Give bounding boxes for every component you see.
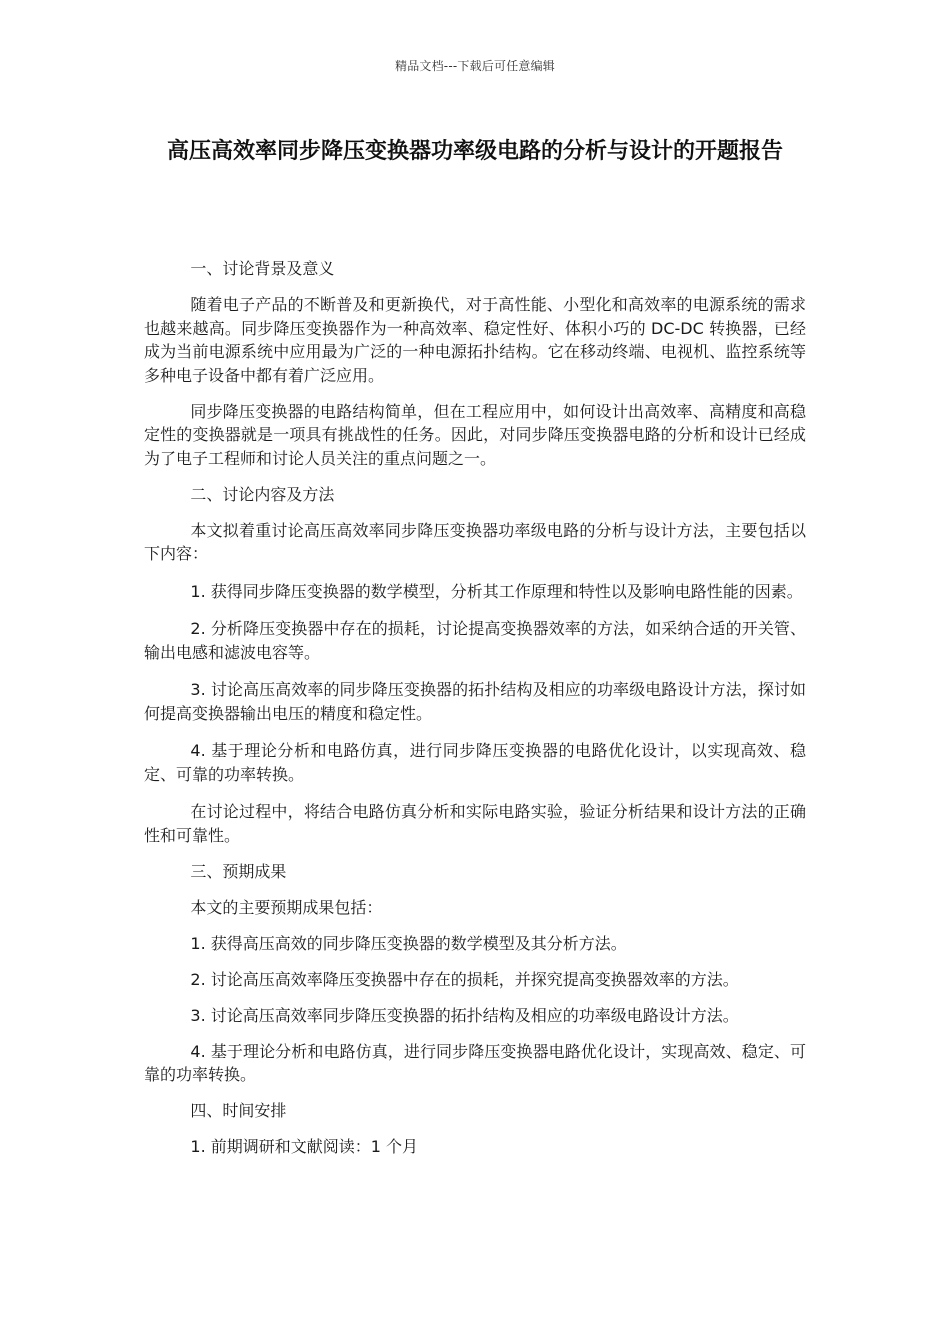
paragraph: 同步降压变换器的电路结构简单，但在工程应用中，如何设计出高效率、高精度和高稳定性的变换器就是一项具有挑战性的任务。因此，对同步降压变换器电路的分析和设计已经成为了电子工程师和讨论人员关注的重点问题之一。 (144, 401, 806, 468)
list-item: 4. 基于理论分析和电路仿真，进行同步降压变换器电路优化设计，实现高效、稳定、可靠的功率转换。 (144, 1041, 806, 1084)
list-item: 1. 获得高压高效的同步降压变换器的数学模型及其分析方法。 (190, 933, 627, 953)
section-heading-content-method: 二、讨论内容及方法 (190, 484, 335, 504)
paragraph: 在讨论过程中，将结合电路仿真分析和实际电路实验，验证分析结果和设计方法的正确性和可靠性。 (144, 802, 806, 845)
header-note: 精品文档---下载后可任意编辑 (395, 59, 555, 73)
list-item: 2. 讨论高压高效率降压变换器中存在的损耗，并探究提高变换器效率的方法。 (190, 969, 739, 989)
section-heading-background: 一、讨论背景及意义 (190, 259, 335, 278)
list-item: 2. 分析降压变换器中存在的损耗，讨论提高变换器效率的方法，如采纳合适的开关管、输出电感和滤波电容等。 (144, 619, 806, 662)
list-item: 1. 获得同步降压变换器的数学模型，分析其工作原理和特性以及影响电路性能的因素。 (190, 581, 803, 601)
section-heading-expected-results: 三、预期成果 (190, 861, 287, 881)
paragraph: 随着电子产品的不断普及和更新换代，对于高性能、小型化和高效率的电源系统的需求也越来越高。同步降压变换器作为一种高效率、稳定性好、体积小巧的 DC-DC 转换器，已经成为当前电源系统中应用最为广泛的一种电源拓扑结构。它在移动终端、电视机、监控系统等多种电子设备中都有着广泛应用。 (144, 295, 806, 385)
document-body (144, 257, 806, 1159)
section-heading-schedule: 四、时间安排 (190, 1101, 287, 1120)
paragraph: 本文拟着重讨论高压高效率同步降压变换器功率级电路的分析与设计方法，主要包括以下内容： (144, 520, 806, 563)
document-title: 高压高效率同步降压变换器功率级电路的分析与设计的开题报告 (166, 139, 783, 164)
list-item: 3. 讨论高压高效率的同步降压变换器的拓扑结构及相应的功率级电路设计方法，探讨如何提高变换器输出电压的精度和稳定性。 (144, 680, 806, 723)
paragraph: 本文的主要预期成果包括： (190, 897, 383, 917)
list-item: 3. 讨论高压高效率同步降压变换器的拓扑结构及相应的功率级电路设计方法。 (190, 1005, 739, 1025)
list-item: 1. 前期调研和文献阅读：1 个月 (190, 1137, 419, 1156)
list-item: 4. 基于理论分析和电路仿真，进行同步降压变换器的电路优化设计，以实现高效、稳定、可靠的功率转换。 (144, 741, 806, 784)
